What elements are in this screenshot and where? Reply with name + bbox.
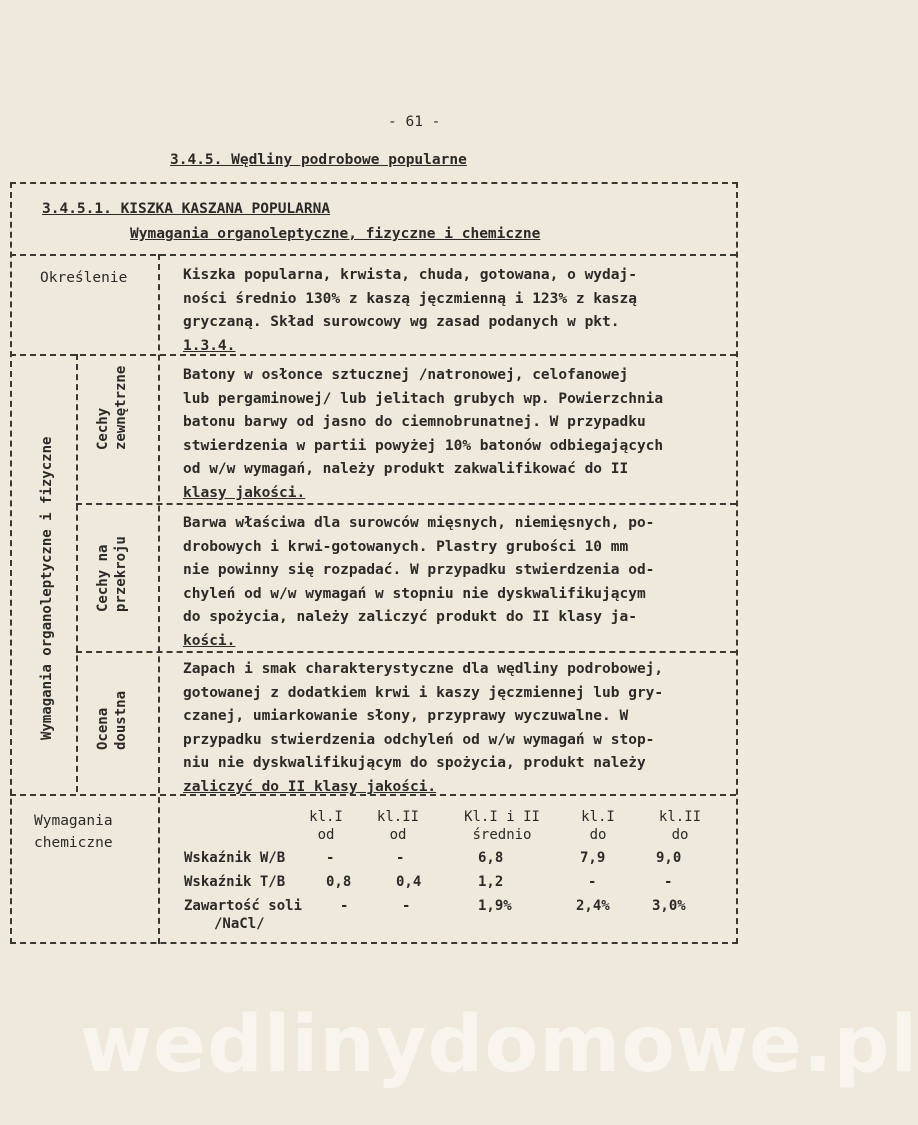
chem-cell: -	[402, 898, 411, 914]
row-text-cross-section	[183, 512, 654, 653]
row-label-taste	[94, 691, 130, 750]
row-label-line: Cechy	[95, 407, 111, 450]
chem-header-col	[648, 808, 712, 844]
chem-header-col	[296, 808, 356, 844]
row-line: Batony w osłonce sztucznej /natronowej, celofanowej	[183, 367, 629, 383]
chem-cell: 7,9	[580, 850, 606, 866]
chem-header-col	[366, 808, 430, 844]
chem-header-line: Kl.I i II	[464, 809, 540, 825]
row-line: przypadku stwierdzenia odchyleń od w/w wymagań w stop-	[183, 731, 655, 748]
row-line: nie powinny się rozpadać. W przypadku stwierdzenia od-	[183, 562, 655, 578]
row-line: chyleń od w/w wymagań w stopniu nie dyskwalifikującym	[183, 585, 646, 602]
row-label-line: Cechy na	[95, 544, 111, 612]
divider	[76, 354, 78, 792]
row-label-line: zewnętrzne	[113, 365, 129, 450]
row-label-line: Ocena	[95, 707, 111, 750]
chem-row-name: Zawartość soli	[184, 898, 303, 914]
row-line: lub pergaminowej/ lub jelitach grubych wp. Powierzchnia	[183, 390, 664, 407]
chem-cell: 1,2	[478, 874, 504, 890]
chem-header-line: do	[589, 827, 607, 843]
chem-header-line: średnio	[472, 827, 532, 843]
chem-cell: 2,4%	[576, 898, 610, 914]
definition-line: ności średnio 130% z kaszą jęczmienną i 123% z kaszą	[183, 290, 637, 307]
subsection-title: 3.4.5.1. KISZKA KASZANA POPULARNA	[42, 201, 331, 217]
section-title: 3.4.5. Wędliny podrobowe popularne	[170, 152, 467, 168]
chem-cell: -	[588, 874, 597, 890]
chemical-label-line: Wymagania	[34, 813, 113, 829]
divider	[76, 651, 736, 653]
chemical-label-line: chemiczne	[34, 835, 113, 851]
chem-header-line: kl.I	[309, 809, 343, 825]
divider	[10, 354, 736, 356]
row-label-line: przekroju	[113, 536, 129, 612]
chem-header-line: kl.II	[658, 809, 702, 825]
chem-header-col	[568, 808, 628, 844]
row-label-external	[94, 366, 130, 450]
chem-header-line: kl.I	[581, 809, 615, 825]
chem-cell: 3,0%	[652, 898, 686, 914]
row-line: gotowanej z dodatkiem krwi i kaszy jęczmiennej lub gry-	[183, 684, 664, 701]
definition-line: 1.3.4.	[183, 337, 236, 354]
chem-header-line: od	[317, 827, 335, 843]
row-line: czanej, umiarkowanie słony, przyprawy wyczuwalne. W	[183, 708, 629, 724]
row-line: klasy jakości.	[183, 484, 306, 501]
row-line: stwierdzenia w partii powyżej 10% batonów odbiegających	[183, 437, 664, 454]
row-line: Zapach i smak charakterystyczne dla wędliny podrobowej,	[183, 661, 664, 677]
row-text-taste	[183, 658, 663, 799]
row-text-external	[183, 364, 663, 505]
chem-cell: 0,4	[396, 874, 422, 890]
chem-cell: 6,8	[478, 850, 504, 866]
row-line: drobowych i krwi-gotowanych. Plastry grubości 10 mm	[183, 538, 629, 555]
row-line: Barwa właściwa dla surowców mięsnych, niemięsnych, po-	[183, 515, 655, 531]
divider	[10, 254, 736, 256]
chem-row-name-2: /NaCl/	[214, 916, 265, 932]
row-line: niu nie dyskwalifikującym do spożycia, produkt należy	[183, 755, 646, 771]
definition-text	[183, 264, 637, 358]
row-line: do spożycia, należy zaliczyć produkt do II klasy ja-	[183, 609, 637, 625]
chem-row-name: Wskaźnik W/B	[184, 850, 286, 866]
chemical-label	[34, 810, 113, 854]
row-line: zaliczyć do II klasy jakości.	[183, 778, 437, 795]
divider	[10, 794, 736, 796]
chem-row-name: Wskaźnik T/B	[184, 874, 286, 890]
divider	[76, 503, 736, 505]
chem-cell: -	[664, 874, 673, 890]
row-line: od w/w wymagań, należy produkt zakwalifikować do II	[183, 461, 629, 477]
row-label-line: doustna	[113, 690, 129, 750]
chem-cell: 9,0	[656, 850, 682, 866]
page-number: - 61 -	[388, 114, 441, 130]
row-line: batonu barwy od jasno do ciemnobrunatnej. W przypadku	[183, 414, 646, 430]
chem-cell: 1,9%	[478, 898, 512, 914]
row-line: kości.	[183, 632, 236, 649]
chem-cell: -	[340, 898, 349, 914]
chem-header-line: kl.II	[376, 809, 420, 825]
chem-header-line: do	[671, 827, 689, 843]
definition-line: gryczaną. Skład surowcowy wg zasad podanych w pkt.	[183, 314, 620, 330]
chem-cell: -	[326, 850, 335, 866]
row-label-cross-section	[94, 536, 130, 612]
requirements-title: Wymagania organoleptyczne, fizyczne i chemiczne	[130, 226, 541, 242]
divider	[158, 254, 160, 944]
organoleptic-label: Wymagania organoleptyczne i fizyczne	[39, 436, 55, 740]
chem-cell: 0,8	[326, 874, 352, 890]
chem-header-line: od	[389, 827, 407, 843]
chem-header-col	[452, 808, 552, 844]
definition-label: Określenie	[40, 270, 128, 286]
chem-cell: -	[396, 850, 405, 866]
definition-line: Kiszka popularna, krwista, chuda, gotowana, o wydaj-	[183, 267, 637, 283]
watermark: wedlinydomowe.pl	[80, 1000, 918, 1090]
